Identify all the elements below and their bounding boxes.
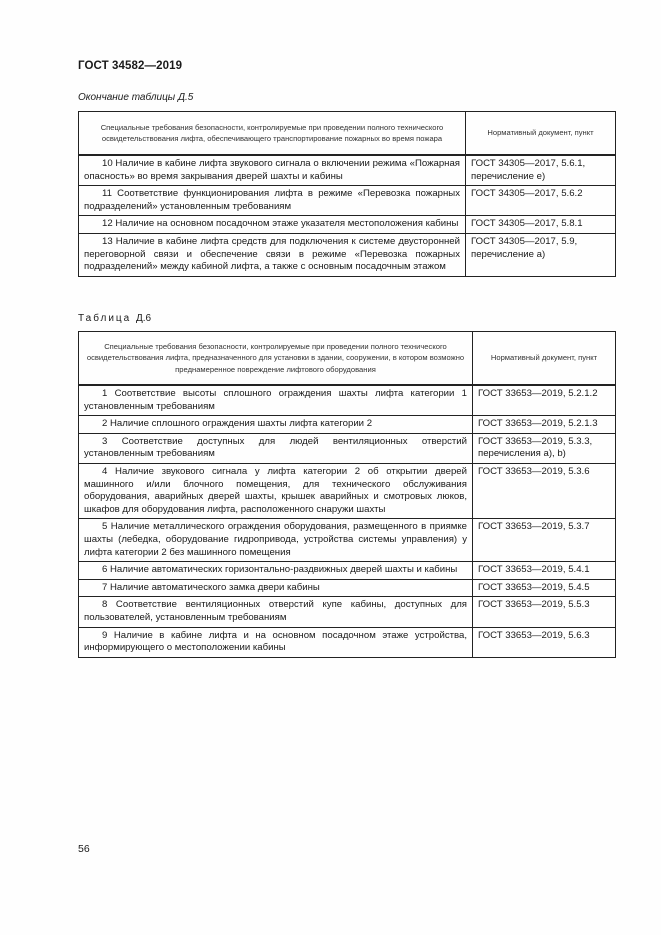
table-row: [79, 562, 616, 580]
requirement-cell: 4 Наличие звукового сигнала у лифта категории 2 об открытии дверей машинного и/или блочного помещения, для технического обслуживания оборудования, аварийных дверей шахты, крышек аварийных и смотровых люков, шкафов для оборудования лифта, расположенного снаружи шахты: [79, 463, 473, 518]
requirement-cell: 8 Соответствие вентиляционных отверстий купе кабины, доступных для пользователей, установленным требованиям: [79, 597, 473, 627]
requirement-cell: 11 Соответствие функционирования лифта в режиме «Перевозка пожарных подразделений» установленным требованиям: [79, 186, 466, 216]
reference-cell: ГОСТ 34305—2017, 5.6.2: [466, 186, 616, 216]
reference-cell: ГОСТ 34305—2017, 5.8.1: [466, 216, 616, 234]
table-d6-caption: [78, 313, 151, 324]
table-row: [79, 519, 616, 562]
table-row: [79, 233, 616, 276]
requirement-cell: 9 Наличие в кабине лифта и на основном посадочном этаже устройства, информирующего о местоположении кабины: [79, 627, 473, 657]
requirement-cell: 6 Наличие автоматических горизонтально-раздвижных дверей шахты и кабины: [79, 562, 473, 580]
table-d5: [78, 111, 616, 277]
requirement-cell: 13 Наличие в кабине лифта средств для подключения к системе двусторонней переговорной связи и обеспечение связи в режиме «Перевозка пожарных подразделений» между кабиной лифта, а также с основным посадочным этажом: [79, 233, 466, 276]
requirement-cell: 7 Наличие автоматического замка двери кабины: [79, 579, 473, 597]
table-row: [79, 216, 616, 234]
table-row: [79, 597, 616, 627]
reference-cell: ГОСТ 33653—2019, 5.3.6: [473, 463, 616, 518]
reference-cell: ГОСТ 33653—2019, 5.5.3: [473, 597, 616, 627]
column-header-requirements: Специальные требования безопасности, контролируемые при проведении полного технического освидетельствования лифта, обеспечивающего транспортирование пожарных во время пожара: [79, 112, 466, 156]
requirement-cell: 3 Соответствие доступных для людей вентиляционных отверстий установленным требованиям: [79, 433, 473, 463]
requirement-cell: 1 Соответствие высоты сплошного ограждения шахты лифта категории 1 установленным требованиям: [79, 385, 473, 416]
reference-cell: ГОСТ 33653—2019, 5.3.3, перечисления а), b): [473, 433, 616, 463]
column-header-reference: Нормативный документ, пункт: [466, 112, 616, 156]
requirement-cell: 12 Наличие на основном посадочном этаже указателя местоположения кабины: [79, 216, 466, 234]
requirement-cell: 5 Наличие металлического ограждения оборудования, размещенного в приямке шахты (лебедка, оборудование гидропривода, устройства системы управления) у лифта категории 2 без машинного помещения: [79, 519, 473, 562]
column-header-reference: Нормативный документ, пункт: [473, 332, 616, 386]
table-row: [79, 416, 616, 434]
table-d6-caption-number: Д.6: [136, 313, 152, 324]
table-header-row: [79, 112, 616, 156]
table-row: [79, 579, 616, 597]
table-row: [79, 385, 616, 416]
column-header-requirements: Специальные требования безопасности, контролируемые при проведении полного технического освидетельствования лифта, предназначенного для установки в здании, сооружении, в котором возможно преднамеренное повреждение лифтового оборудования: [79, 332, 473, 386]
table-row: [79, 433, 616, 463]
reference-cell: ГОСТ 33653—2019, 5.4.5: [473, 579, 616, 597]
reference-cell: ГОСТ 33653—2019, 5.3.7: [473, 519, 616, 562]
reference-cell: ГОСТ 33653—2019, 5.2.1.2: [473, 385, 616, 416]
table-row: [79, 186, 616, 216]
reference-cell: ГОСТ 34305—2017, 5.6.1, перечисление е): [466, 155, 616, 186]
table-row: [79, 463, 616, 518]
requirement-cell: 2 Наличие сплошного ограждения шахты лифта категории 2: [79, 416, 473, 434]
page-number: 56: [78, 843, 90, 855]
table-d6-caption-label: Таблица: [78, 313, 132, 324]
table-row: [79, 627, 616, 657]
reference-cell: ГОСТ 34305—2017, 5.9, перечисление а): [466, 233, 616, 276]
table-header-row: [79, 332, 616, 386]
reference-cell: ГОСТ 33653—2019, 5.4.1: [473, 562, 616, 580]
reference-cell: ГОСТ 33653—2019, 5.2.1.3: [473, 416, 616, 434]
reference-cell: ГОСТ 33653—2019, 5.6.3: [473, 627, 616, 657]
document-code: ГОСТ 34582—2019: [78, 60, 183, 72]
requirement-cell: 10 Наличие в кабине лифта звукового сигнала о включении режима «Пожарная опасность» во время закрывания дверей шахты и кабины: [79, 155, 466, 186]
table-row: [79, 155, 616, 186]
table-d6: [78, 331, 616, 658]
table-d5-caption: Окончание таблицы Д.5: [78, 92, 194, 103]
